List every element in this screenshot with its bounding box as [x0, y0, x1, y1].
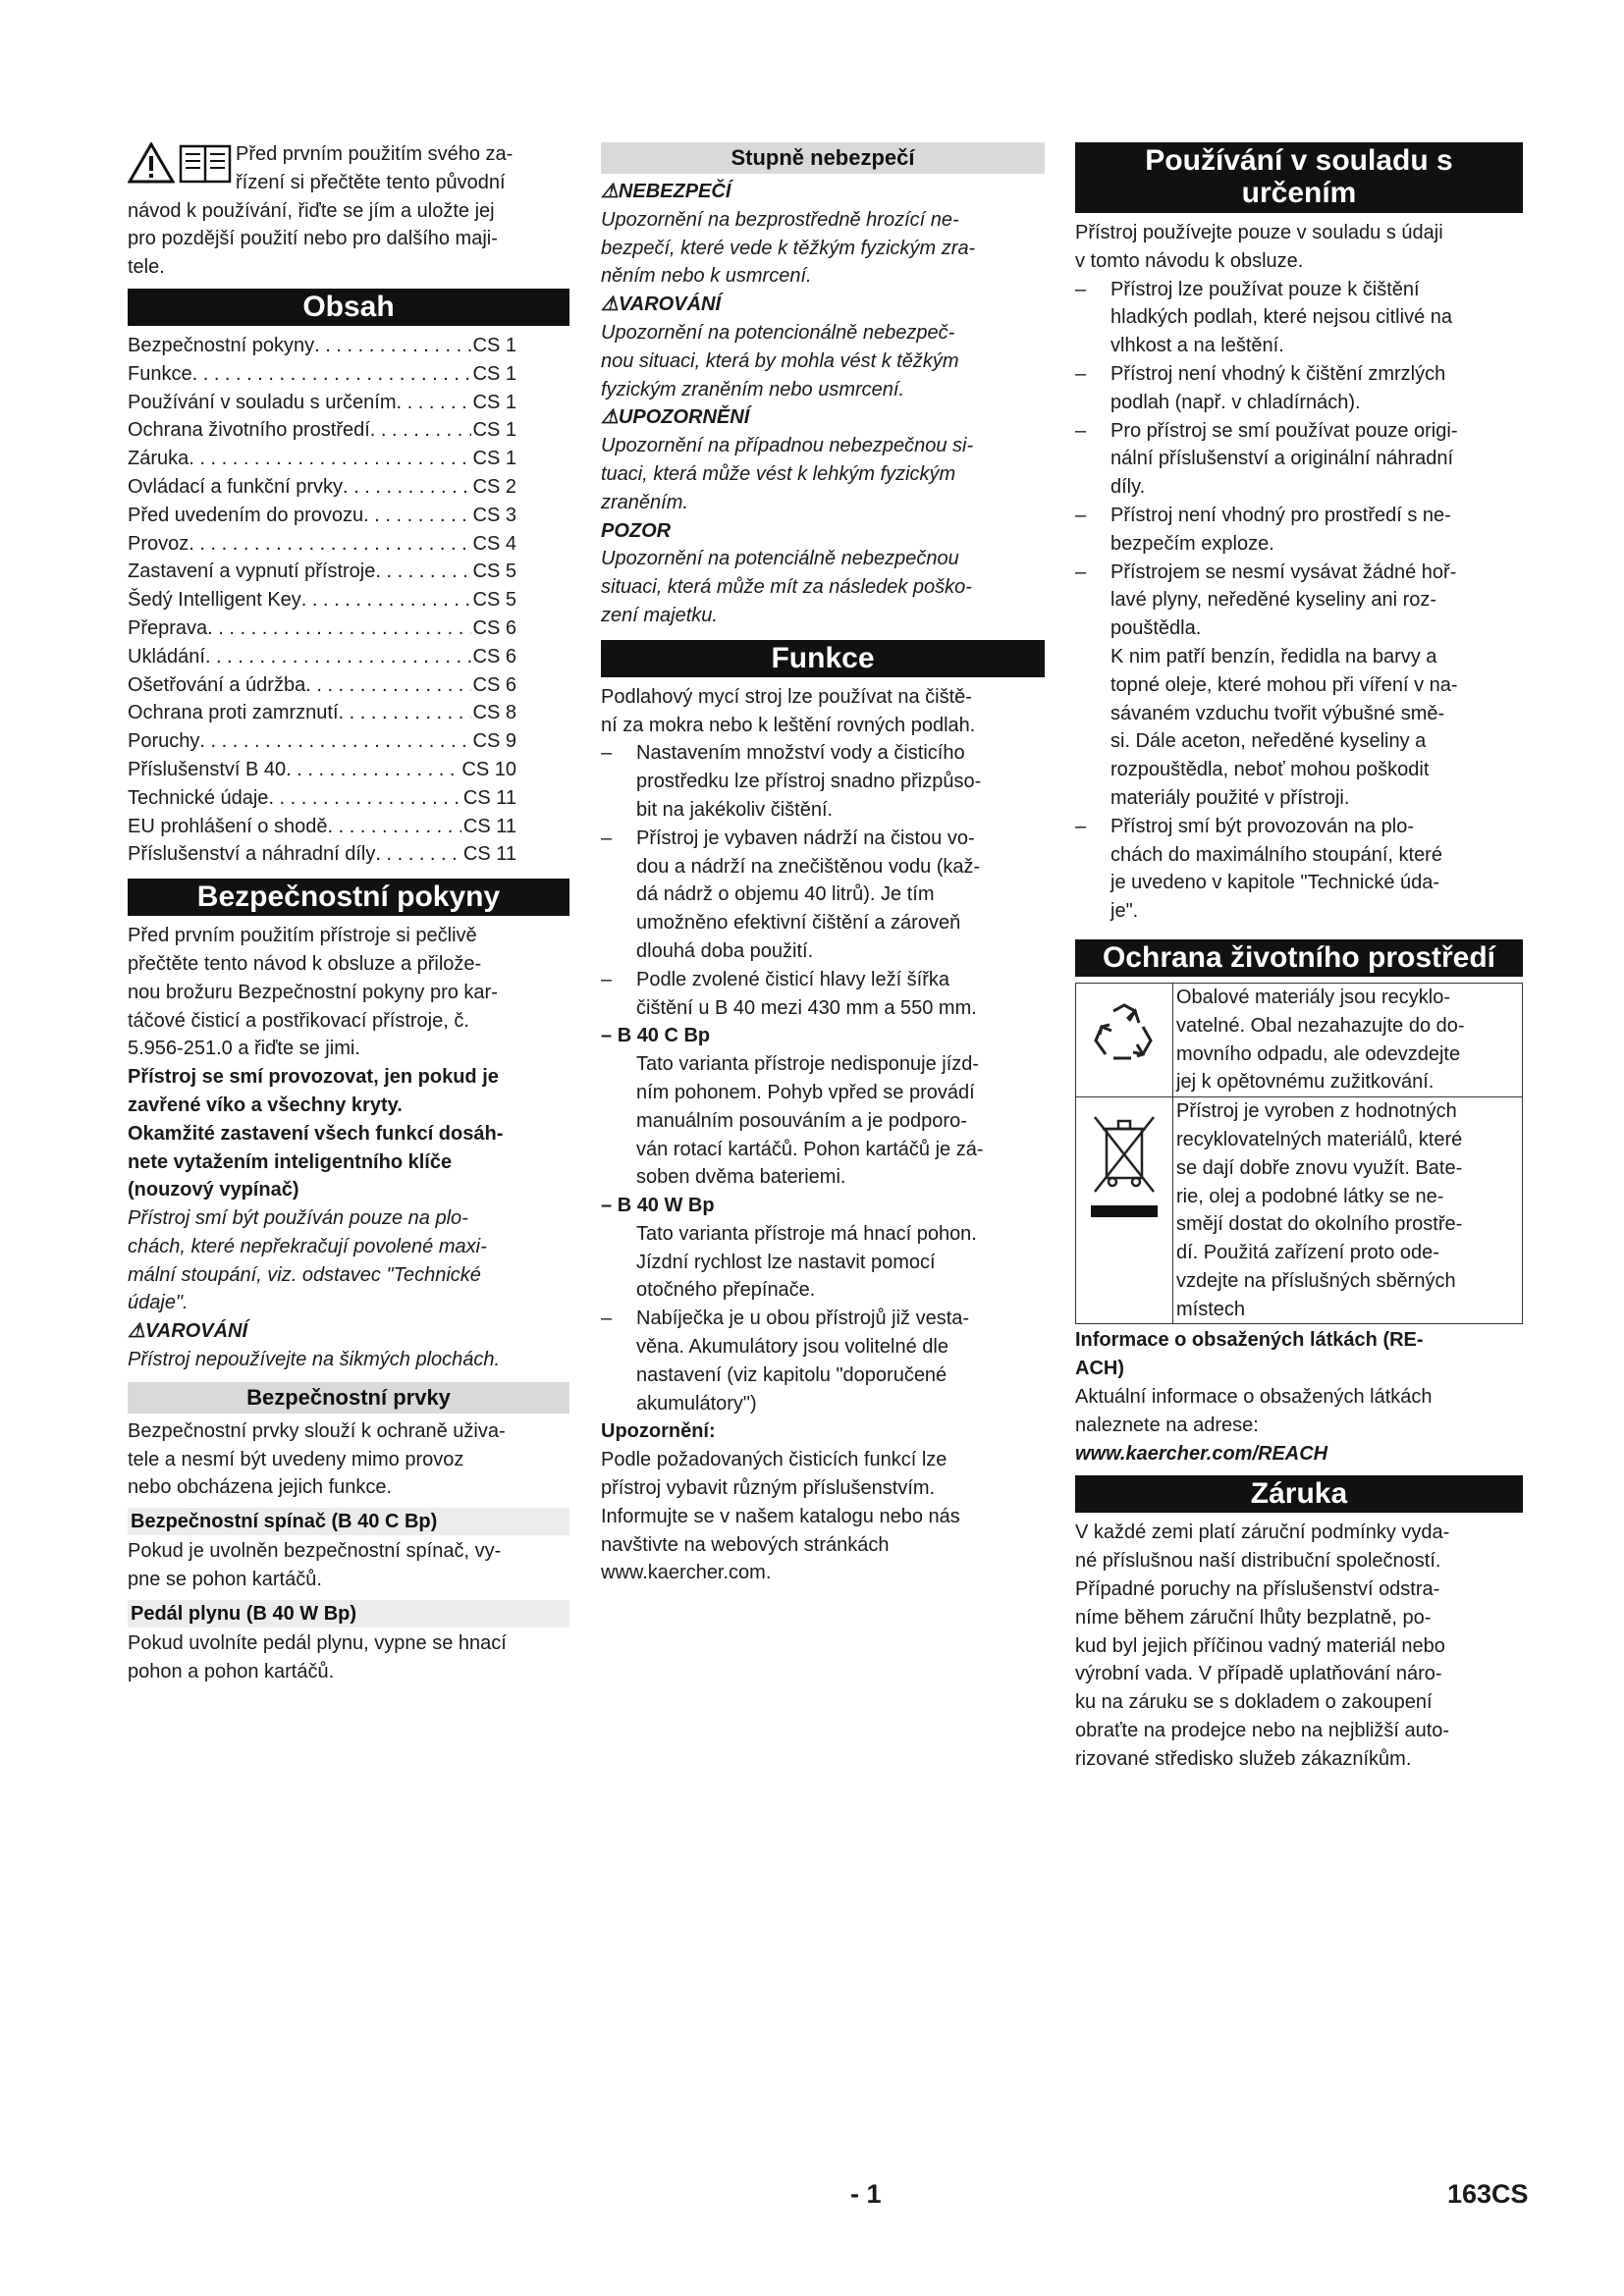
text-line: V každé zemi platí záruční podmínky vyda-: [1075, 1522, 1450, 1544]
function-items: [601, 739, 1045, 1022]
text-line: Případné poruchy na příslušenství odstra-: [1075, 1578, 1440, 1601]
list-item-line: Pro přístroj se smí používat pouze origi-: [1110, 419, 1458, 442]
text-line: pne se pohon kartáčů.: [128, 1569, 322, 1591]
intended-use-items: [1075, 276, 1523, 926]
b40w-label: – B 40 W Bp: [601, 1195, 715, 1217]
warranty-text: [1075, 1519, 1523, 1773]
text-line: ním pohonem. Pohyb vpřed se provádí: [636, 1081, 975, 1103]
reach-heading: [1075, 1326, 1523, 1383]
toc-title: Před uvedením do provozu: [128, 504, 364, 526]
text-line: Aktuální informace o obsažených látkách: [1075, 1386, 1433, 1409]
list-dash: –: [1075, 419, 1087, 442]
warning-triangle-icon: [128, 142, 175, 184]
text-line: movního odpadu, ale odevzdejte: [1176, 1042, 1461, 1065]
hazard-text: Upozornění na potencionálně nebezpeč-: [601, 321, 955, 344]
list-item-line: Podle zvolené čisticí hlavy leží šířka: [636, 968, 950, 990]
note-text: [601, 1446, 1045, 1587]
list-item-line: věna. Akumulátory jsou volitelné dle: [636, 1336, 948, 1359]
toc-page: CS 5: [472, 589, 516, 612]
text-line: přístroj vybavit různým příslušenstvím.: [601, 1477, 936, 1500]
text-line: Bezpečnostní prvky slouží k ochraně uživa-: [128, 1419, 506, 1442]
text-line: táčové čisticí a postřikovací přístroje, č.: [128, 1009, 469, 1032]
intro-line: Před prvním použitím svého za-: [236, 143, 514, 165]
text-line: 5.956-251.0 a řiďte se jimi.: [128, 1038, 360, 1060]
environment-text-cell: [1173, 983, 1523, 1096]
toc-dots: [339, 699, 471, 727]
environment-icon-cell: [1076, 1097, 1173, 1324]
text-line: zavřené víko a všechny kryty.: [128, 1094, 403, 1116]
toc-dots: [268, 784, 460, 813]
text-line: Podlahový mycí stroj lze používat na čiště-: [601, 685, 972, 708]
column-1: [128, 140, 569, 1685]
hazard-text: Upozornění na potenciálně nebezpečnou: [601, 548, 959, 570]
list-dash: –: [1075, 815, 1087, 837]
toc-title: Funkce: [128, 362, 192, 385]
hazard-label: POZOR: [601, 519, 672, 542]
recycle-icon: [1084, 997, 1164, 1078]
text-line: nete vytažením inteligentního klíče: [128, 1150, 453, 1173]
text-line: ACH): [1075, 1358, 1124, 1380]
list-item: [601, 1305, 1045, 1417]
toc-page: CS 11: [462, 843, 516, 866]
environment-text-cell: [1173, 1097, 1523, 1324]
reach-url[interactable]: www.kaercher.com/REACH: [1075, 1442, 1328, 1465]
toc-title: Záruka: [128, 448, 189, 470]
text-line: Přístroj používejte pouze v souladu s údaji: [1075, 222, 1443, 243]
text-line: Přístroj smí být používán pouze na plo-: [128, 1207, 468, 1230]
list-item: [1075, 417, 1523, 502]
text-line: místech: [1176, 1298, 1246, 1320]
b40c-label: – B 40 C Bp: [601, 1025, 711, 1047]
hazard-text: Upozornění na případnou nebezpečnou si-: [601, 435, 974, 457]
list-item-line: lavé plyny, neředěné kyseliny ani roz-: [1110, 589, 1437, 612]
toc-title: Provoz: [128, 532, 189, 555]
text-line: navštivte na webových stránkách: [601, 1533, 890, 1556]
list-item-line: čištění u B 40 mezi 430 mm a 550 mm.: [636, 996, 977, 1019]
list-item-line: Přístroj není vhodný pro prostředí s ne-: [1110, 504, 1451, 526]
list-item-line: nální příslušenství a originální náhradní: [1110, 448, 1454, 470]
toc-title: Ovládací a funkční prvky: [128, 475, 343, 498]
toc-page: CS 1: [472, 391, 516, 413]
text-line: né příslušnou naší distribuční společností.: [1075, 1550, 1441, 1573]
toc-row[interactable]: [128, 671, 516, 700]
list-item-line: dlouhá doba použití.: [636, 939, 814, 962]
warranty-heading: Záruka: [1075, 1475, 1523, 1513]
text-line: ku na záruku se s dokladem o zakoupení: [1075, 1691, 1433, 1714]
toc-title: Bezpečnostní pokyny: [128, 334, 315, 356]
toc-page: CS 5: [472, 561, 516, 583]
toc-dots: [370, 416, 471, 445]
hazard-text: nou situaci, která by mohla vést k těžkým: [601, 349, 959, 372]
hazard-text: tuaci, která může vést k lehkým fyzickým: [601, 462, 956, 485]
text-line: otočného přepínače.: [636, 1279, 816, 1302]
note-label: Upozornění:: [601, 1420, 716, 1443]
list-item-line: chách do maximálního stoupání, které: [1110, 843, 1442, 866]
toc-page: CS 3: [472, 504, 516, 526]
list-item: [601, 966, 1045, 1023]
text-line: přečtěte tento návod k obsluze a přilože-: [128, 952, 482, 975]
list-item-line: akumulátory"): [636, 1392, 757, 1415]
list-item-line: bit na jakékoliv čištění.: [636, 798, 834, 821]
list-item-line: je uvedeno v kapitole "Technické úda-: [1110, 872, 1440, 894]
function-heading: Funkce: [601, 640, 1045, 677]
toc-title: Příslušenství B 40: [128, 758, 287, 780]
text-line: vzdejte na příslušných sběrných: [1176, 1269, 1456, 1292]
text-line: kud byl jejich příčinou vadný materiál nebo: [1075, 1634, 1445, 1657]
safety-bold-text: [128, 1063, 569, 1204]
text-line: vatelné. Obal nezahazujte do do-: [1176, 1014, 1465, 1037]
toc-heading: Obsah: [128, 289, 569, 326]
toc-dots: [375, 558, 470, 586]
text-line: níme během záruční lhůty bezplatně, po-: [1075, 1606, 1432, 1629]
list-item-line: sávaném vzduchu tvořit výbušné smě-: [1110, 702, 1445, 724]
manual-book-icon: [179, 142, 232, 184]
toc-row[interactable]: [128, 558, 516, 586]
list-item-line: nastavení (viz kapitolu "doporučené: [636, 1363, 947, 1386]
list-item-line: materiály použité v přístroji.: [1110, 786, 1350, 809]
text-line: rie, olej a podobné látky se ne-: [1176, 1185, 1444, 1207]
toc-dots: [286, 756, 460, 784]
list-item-line: vlhkost a na leštění.: [1110, 335, 1284, 357]
text-line: chách, které nepřekračují povolené maxi-: [128, 1235, 487, 1257]
toc-row[interactable]: [128, 502, 516, 530]
intro-line: návod k používání, řiďte se jím a uložte jej: [128, 199, 495, 222]
list-dash: –: [1075, 561, 1087, 583]
intended-use-heading-line: Používání v souladu s: [1145, 144, 1453, 177]
toc-row[interactable]: [128, 784, 516, 813]
toc-page: CS 9: [472, 730, 516, 753]
list-item-line: Přístroj je vybaven nádrží na čistou vo-: [636, 827, 975, 849]
toc-row[interactable]: [128, 473, 516, 502]
safety-heading: Bezpečnostní pokyny: [128, 879, 569, 916]
list-dash: –: [601, 827, 613, 849]
text-line: Tato varianta přístroje nedisponuje jízd-: [636, 1053, 980, 1076]
hazard-text: fyzickým zraněním nebo usmrcení.: [601, 378, 904, 400]
list-item: [1075, 360, 1523, 417]
text-line: ní za mokra nebo k leštění rovných podlah.: [601, 714, 976, 736]
text-line: se dají dobře znovu využít. Bate-: [1176, 1156, 1463, 1179]
page-code: 163CS: [1447, 2179, 1529, 2209]
toc-dots: [363, 502, 470, 530]
environment-icon-cell: [1076, 983, 1173, 1096]
toc-dots: [192, 360, 471, 389]
toc-title: Ochrana proti zamrznutí: [128, 702, 339, 724]
gas-pedal-text: [128, 1629, 569, 1686]
function-intro: [601, 683, 1045, 740]
toc-row[interactable]: [128, 643, 516, 671]
list-item-line: Nastavením množství vody a čisticího: [636, 742, 965, 765]
crossed-bin-icon: [1085, 1107, 1164, 1255]
list-item-line: podlah (např. v chladírnách).: [1110, 391, 1361, 413]
column-3: [1075, 140, 1523, 1774]
text-line: údaje".: [128, 1292, 189, 1314]
toc-page: CS 1: [472, 334, 516, 356]
list-item: [1075, 502, 1523, 559]
list-item-line: dá nádrž o objemu 40 litrů). Je tím: [636, 883, 935, 906]
text-line: Pokud je uvolněn bezpečnostní spínač, vy-: [128, 1540, 502, 1563]
toc-title: Používání v souladu s určením: [128, 391, 397, 413]
text-line: soben dvěma bateriemi.: [636, 1166, 846, 1189]
list-item-line: hladkých podlah, které nejsou citlivé na: [1110, 306, 1452, 329]
intended-use-intro: [1075, 219, 1523, 276]
toc-page: CS 2: [472, 475, 516, 498]
list-dash: –: [1075, 504, 1087, 526]
safety-italic-text: [128, 1204, 569, 1317]
text-line: mální stoupání, viz. odstavec "Technické: [128, 1263, 481, 1286]
text-line: dí. Použitá zařízení proto ode-: [1176, 1242, 1439, 1264]
text-line: tele a nesmí být uvedeny mimo provoz: [128, 1448, 464, 1470]
list-item-line: prostředku lze přístroj snadno přizpůso-: [636, 771, 982, 793]
text-line: ván rotací kartáčů. Pohon kartáčů je zá-: [636, 1138, 984, 1160]
list-item-line: Přístrojem se nesmí vysávat žádné hoř-: [1110, 561, 1457, 583]
intended-use-heading: [1075, 142, 1523, 213]
list-item-line: Přístroj smí být provozován na plo-: [1110, 815, 1415, 837]
text-line: nebo obcházena jejich funkce.: [128, 1476, 393, 1499]
toc-page: CS 10: [461, 758, 516, 780]
toc-dots: [327, 813, 460, 841]
toc-row[interactable]: [128, 699, 516, 727]
toc-page: CS 11: [462, 815, 516, 837]
toc-title: Poruchy: [128, 730, 200, 753]
list-item-line: Přístroj není vhodný k čištění zmrzlých: [1110, 362, 1446, 385]
list-item: [601, 739, 1045, 824]
text-line: nou brožuru Bezpečnostní pokyny pro kar-: [128, 981, 498, 1003]
hazard-label: ⚠VAROVÁNÍ: [601, 294, 722, 316]
toc-row[interactable]: [128, 445, 516, 473]
text-line: recyklovatelných materiálů, které: [1176, 1128, 1463, 1150]
text-line: smějí dostat do okolního prostře-: [1176, 1213, 1463, 1236]
toc-page: CS 6: [472, 616, 516, 639]
b40w-text: [601, 1220, 1045, 1305]
toc-row[interactable]: [128, 586, 516, 614]
list-dash: –: [1075, 278, 1087, 300]
text-line: Přístroj je vyroben z hodnotných: [1176, 1100, 1457, 1123]
hazard-text: něním nebo k usmrcení.: [601, 265, 812, 288]
toc-row[interactable]: [128, 360, 516, 389]
toc-title: Ochrana životního prostředí: [128, 419, 370, 442]
toc-page: CS 1: [472, 419, 516, 442]
text-line: v tomto návodu k obsluze.: [1075, 249, 1304, 272]
table-of-contents: [128, 332, 516, 869]
toc-row[interactable]: [128, 416, 516, 445]
list-dash: –: [601, 968, 613, 990]
text-line: Před prvním použitím přístroje si pečlivě: [128, 925, 477, 947]
toc-title: Ošetřování a údržba: [128, 673, 306, 696]
toc-page: CS 1: [472, 448, 516, 470]
varovani-text: Přístroj nepoužívejte na šikmých plochách.: [128, 1349, 501, 1371]
toc-row[interactable]: [128, 332, 516, 360]
text-line: Obalové materiály jsou recyklo-: [1176, 986, 1450, 1008]
toc-dots: [199, 727, 470, 756]
hazard-text: zení majetku.: [601, 604, 718, 626]
text-line: manuálním posouváním a je podporo-: [636, 1109, 967, 1132]
hazard-text: Upozornění na bezprostředně hrozící ne-: [601, 208, 959, 231]
list-item: [1075, 813, 1523, 926]
hazard-label: ⚠UPOZORNĚNÍ: [601, 406, 750, 429]
list-item: [1075, 559, 1523, 813]
toc-row[interactable]: [128, 756, 516, 784]
toc-dots: [375, 840, 461, 869]
reach-text: [1075, 1383, 1523, 1440]
list-item-line: bezpečím exploze.: [1110, 532, 1274, 555]
hazard-text: bezpečí, které vede k těžkým fyzickým zra-: [601, 237, 976, 259]
list-item-line: rozpouštědla, neboť mohou poškodit: [1110, 759, 1430, 781]
toc-title: Přeprava: [128, 616, 208, 639]
safety-text: [128, 922, 569, 1063]
intro-line: řízení si přečtěte tento původní: [236, 171, 506, 193]
toc-dots: [305, 671, 470, 700]
charger-item: [601, 1305, 1045, 1417]
text-line: www.kaercher.com.: [601, 1562, 772, 1584]
toc-title: Šedý Intelligent Key: [128, 589, 301, 612]
toc-page: CS 6: [472, 645, 516, 667]
text-line: Podle požadovaných čisticích funkcí lze: [601, 1449, 947, 1471]
toc-page: CS 4: [472, 532, 516, 555]
toc-dots: [207, 614, 470, 643]
toc-title: Zastavení a vypnutí přístroje: [128, 561, 376, 583]
text-line: rizované středisko služeb zákazníkům.: [1075, 1747, 1412, 1770]
toc-row[interactable]: [128, 840, 516, 869]
text-line: (nouzový vypínač): [128, 1179, 299, 1201]
toc-dots: [189, 530, 470, 559]
list-item-line: je".: [1110, 900, 1139, 923]
text-line: Jízdní rychlost lze nastavit pomocí: [636, 1251, 936, 1273]
safety-devices-heading: Bezpečnostní prvky: [128, 1382, 569, 1414]
toc-row[interactable]: [128, 813, 516, 841]
text-line: Přístroj se smí provozovat, jen pokud je: [128, 1066, 499, 1089]
list-item-line: umožněno efektivní čištění a zároveň: [636, 912, 961, 934]
gas-pedal-heading: Pedál plynu (B 40 W Bp): [128, 1600, 569, 1628]
hazard-levels-heading: Stupně nebezpečí: [601, 142, 1045, 174]
text-line: Pokud uvolníte pedál plynu, vypne se hnací: [128, 1631, 507, 1654]
toc-title: Příslušenství a náhradní díly: [128, 843, 376, 866]
list-item-line: Nabíječka je u obou přístrojů již vesta-: [636, 1308, 970, 1330]
text-line: výrobní vada. V případě uplatňování náro-: [1075, 1663, 1442, 1685]
toc-row[interactable]: [128, 389, 516, 417]
toc-dots: [301, 586, 471, 614]
toc-dots: [189, 445, 470, 473]
intended-use-heading-line: určením: [1241, 177, 1357, 209]
list-item: [601, 825, 1045, 966]
list-item-line: díly.: [1110, 476, 1146, 499]
safety-switch-heading: Bezpečnostní spínač (B 40 C Bp): [128, 1508, 569, 1535]
page-number: - 1: [850, 2179, 882, 2209]
environment-table: [1075, 983, 1523, 1325]
toc-dots: [314, 332, 470, 360]
toc-page: CS 11: [462, 786, 516, 809]
list-dash: –: [601, 742, 613, 765]
hazard-label: ⚠NEBEZPEČÍ: [601, 181, 731, 202]
toc-title: EU prohlášení o shodě: [128, 815, 328, 837]
intro-icons: [128, 140, 236, 184]
text-line: pohon a pohon kartáčů.: [128, 1660, 335, 1682]
toc-dots: [396, 389, 470, 417]
text-line: Informujte se v našem katalogu nebo nás: [601, 1505, 960, 1527]
list-item-line: Přístroj lze používat pouze k čištění: [1110, 278, 1420, 300]
toc-row[interactable]: [128, 614, 516, 643]
list-item-line: topné oleje, které mohou při víření v na-: [1110, 673, 1458, 696]
list-dash: –: [601, 1308, 613, 1330]
text-line: naleznete na adrese:: [1075, 1414, 1259, 1436]
hazard-text: situaci, která může mít za následek poško-: [601, 576, 972, 599]
toc-dots: [205, 643, 471, 671]
environment-row: [1076, 1097, 1523, 1324]
list-item-line: si. Dále aceton, neředěné kyseliny a: [1110, 730, 1427, 753]
text-line: Okamžité zastavení všech funkcí dosáh-: [128, 1122, 504, 1145]
varovani-label: ⚠VAROVÁNÍ: [128, 1320, 248, 1343]
list-item-line: K nim patří benzín, ředidla na barvy a: [1110, 645, 1437, 667]
toc-page: CS 6: [472, 673, 516, 696]
toc-row[interactable]: [128, 727, 516, 756]
column-2: [601, 140, 1045, 1587]
intro-line: pro pozdější použití nebo pro dalšího maji-: [128, 228, 498, 250]
list-item-line: pouštědla.: [1110, 617, 1202, 640]
intro-block: [128, 140, 569, 197]
hazard-levels: [601, 178, 1045, 630]
list-item: [1075, 276, 1523, 360]
toc-row[interactable]: [128, 530, 516, 559]
safety-switch-text: [128, 1537, 569, 1594]
toc-dots: [343, 473, 471, 502]
toc-page: CS 1: [472, 362, 516, 385]
hazard-text: zraněním.: [601, 491, 688, 513]
text-line: jej k opětovnému zužitkování.: [1176, 1071, 1435, 1094]
environment-row: [1076, 983, 1523, 1096]
b40c-text: [601, 1050, 1045, 1192]
list-dash: –: [1075, 362, 1087, 385]
safety-devices-text: [128, 1417, 569, 1502]
intro-line: tele.: [128, 256, 165, 279]
text-line: obraťte na prodejce nebo na nejbližší auto-: [1075, 1720, 1450, 1742]
toc-title: Ukládání: [128, 645, 205, 667]
list-item-line: dou a nádrží na znečištěnou vodu (kaž-: [636, 855, 981, 878]
text-line: Informace o obsažených látkách (RE-: [1075, 1329, 1424, 1352]
toc-page: CS 8: [472, 702, 516, 724]
toc-title: Technické údaje: [128, 786, 269, 809]
environment-heading: Ochrana životního prostředí: [1075, 939, 1523, 977]
text-line: Tato varianta přístroje má hnací pohon.: [636, 1222, 977, 1245]
